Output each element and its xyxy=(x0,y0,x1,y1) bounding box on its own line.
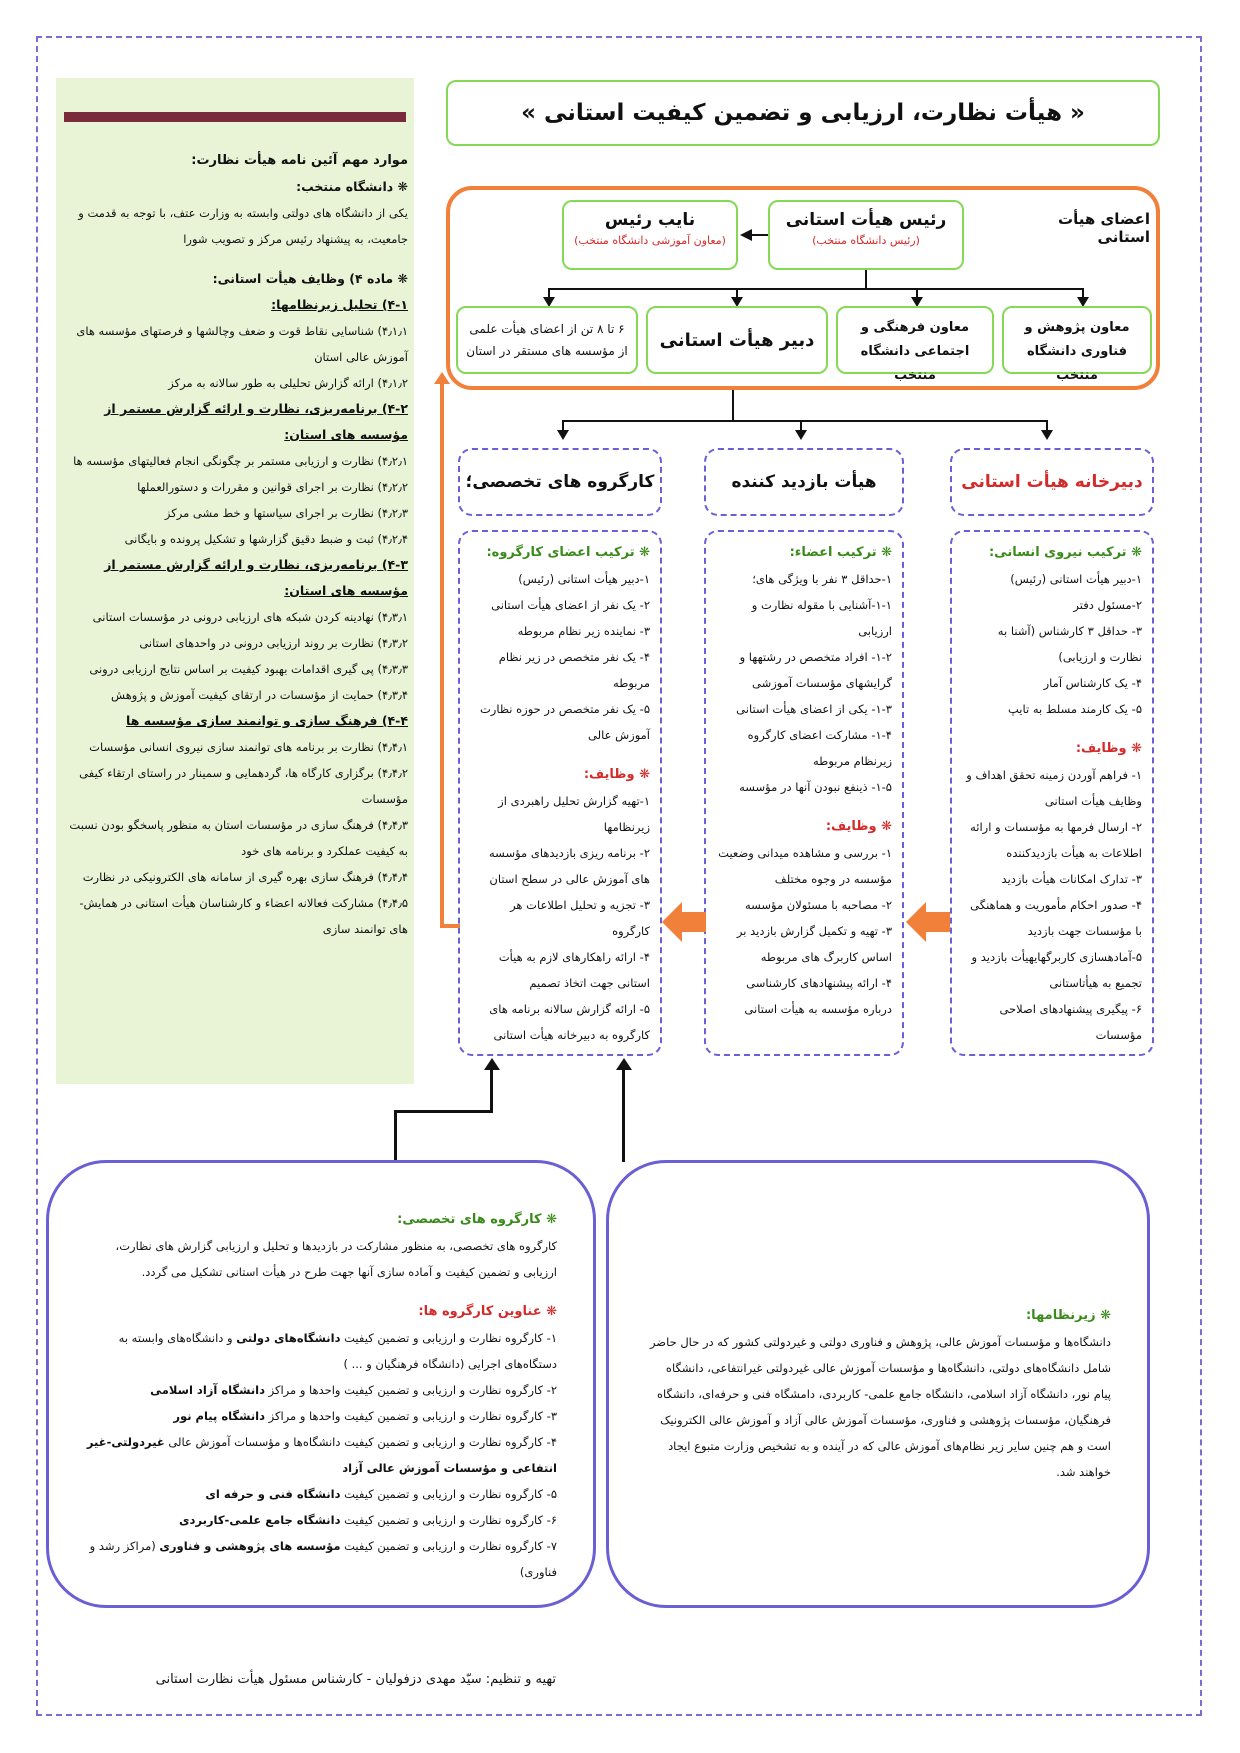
sidebar-sub1-text: یکی از دانشگاه های دولتی وابسته به وزارت عتف، با توجه به قدمت و جامعیت، به پیشنهاد رئیس مرکز و تصویب شورا xyxy=(78,206,408,246)
orange-left-arrow xyxy=(906,900,950,944)
list-item: ۵- یک نفر متخصص در حوزه نظارت آموزش عالی xyxy=(479,702,650,742)
sidebar-sub1: ❋ دانشگاه منتخب: xyxy=(296,179,408,194)
connector xyxy=(752,234,768,236)
list-item xyxy=(85,1325,557,1377)
sidebar-sub2: ❋ ماده ۴) وظایف هیأت استانی: xyxy=(212,271,408,286)
connector xyxy=(732,390,734,420)
list-item: ۴٫۳٫۳) پی گیری اقدامات بهبود کیفیت بر اساس نتایج ارزیابی درونی xyxy=(89,662,408,676)
sidebar-heading: موارد مهم آئین نامه هیأت نظارت: xyxy=(191,153,408,168)
item-text: ۷- کارگروه نظارت و ارزیابی و تضمین کیفیت xyxy=(340,1539,557,1553)
list-item xyxy=(85,1403,557,1429)
subsystems-box xyxy=(606,1160,1150,1608)
working-groups-duties-title: ❋ وظایف: xyxy=(583,767,650,782)
connector xyxy=(548,288,1084,290)
research-deputy-box: معاون پژوهش و فناوری دانشگاه منتخب xyxy=(1002,306,1152,374)
list-item: ۴٫۴٫۲) برگزاری کارگاه ها، گردهمایی و سمینار در راستای ارتقاء کیفی مؤسسات xyxy=(79,766,408,806)
list-item: ۲- برنامه ریزی بازدیدهای مؤسسه های آموزش عالی در سطح استان xyxy=(489,846,650,886)
working-groups-info-box xyxy=(46,1160,596,1608)
inspection-composition-title: ❋ ترکیب اعضاء: xyxy=(789,545,892,560)
item-text: ۶- کارگروه نظارت و ارزیابی و تضمین کیفیت xyxy=(340,1513,557,1527)
working-groups-body xyxy=(458,530,662,1056)
arrow-head xyxy=(795,430,807,440)
list-item: ۱- بررسی و مشاهده میدانی وضعیت مؤسسه در وجوه مختلف xyxy=(718,846,892,886)
connector xyxy=(622,1070,625,1162)
connector xyxy=(865,270,867,288)
arrow-head xyxy=(740,229,752,241)
working-groups-list-title: ❋ عناوین کارگروه ها: xyxy=(418,1304,557,1319)
list-item: ۱-تهیه گزارش تحلیل راهبردی از زیرنظامها xyxy=(498,794,650,834)
list-item: ۴- یک نفر متخصص در زیر نظام مربوطه xyxy=(498,650,650,690)
list-item xyxy=(85,1377,557,1403)
deputy-note: (معاون آموزشی دانشگاه منتخب) xyxy=(574,234,726,247)
item-bold: غیردولتی-غیر انتفاعی و مؤسسات آموزش عالی آزاد xyxy=(86,1435,557,1475)
list-item: ۲-مسئول دفتر xyxy=(1073,598,1142,612)
connector xyxy=(394,1110,493,1113)
members-label: اعضای هیأت استانی xyxy=(1058,210,1150,246)
item-text: ۳- کارگروه نظارت و ارزیابی و تضمین کیفیت واحدها و مراکز xyxy=(264,1409,557,1423)
list-item: ۴٫۲٫۲) نظارت بر اجرای قوانین و مقررات و دستورالعملها xyxy=(137,480,408,494)
list-item: ۱-۲- افراد متخصص در رشتهها و گرایشهای مؤسسات آموزشی xyxy=(739,650,892,690)
arrow-head xyxy=(557,430,569,440)
subsystems-title: ❋ زیرنظامها: xyxy=(1025,1308,1111,1323)
connector xyxy=(562,420,564,430)
list-item: ۱-۴- مشارکت اعضای کارگروه زیرنظام مربوطه xyxy=(747,728,892,768)
list-item: ۱- فراهم آوردن زمینه تحقق اهداف و وظایف هیأت استانی xyxy=(966,768,1142,808)
item-text: ۴- کارگروه نظارت و ارزیابی و تضمین کیفیت دانشگاه‌ها و مؤسسات آموزش عالی xyxy=(164,1435,557,1449)
orange-arrow-head xyxy=(434,372,450,384)
head-note: (رئیس دانشگاه منتخب) xyxy=(812,234,920,247)
connector xyxy=(562,420,1048,422)
list-item: ۱-۳- یکی از اعضای هیأت استانی xyxy=(736,702,892,716)
list-item: ۲- یک نفر از اعضای هیأت استانی xyxy=(491,598,650,612)
connector xyxy=(800,420,802,430)
list-item: ۱-دبیر هیأت استانی (رئیس) xyxy=(518,572,650,586)
arrow-head xyxy=(616,1058,632,1070)
orange-feedback-line xyxy=(440,924,460,928)
sidebar-group-title: ۴-۳) برنامه‌ریزی، نظارت و ارائه گزارش مستمر از مؤسسه های استان: xyxy=(104,557,408,598)
secretariat-header: دبیرخانه هیأت استانی xyxy=(950,448,1154,516)
item-bold: دانشگاه جامع علمی-کاربردی xyxy=(179,1513,341,1527)
list-item xyxy=(85,1533,557,1585)
inspection-duties-title: ❋ وظایف: xyxy=(825,819,892,834)
orange-left-arrow xyxy=(662,900,706,944)
subsystems-text: دانشگاه‌ها و مؤسسات آموزش عالی، پژوهش و فناوری دولتی و غیردولتی کشور که در حال حاضر شامل دانشگاه‌های دولتی، دانشگاه‌ها و مؤسسات آموزش عالی غیردولتی غیرانتفاعی، دانشگاه پیام نور، دانشگاه آزاد اسلامی، دانشگاه جامع علمی- کاربردی، دامشگاه فنی و حرفه‌ای، دانشگاه فرهنگیان، مؤسسات پژوهشی و فناوری، مؤسسات آموزش عالی آزاد و آموزش عالی الکترونیک است و هم چنین سایر زیر نظام‌های آموزش عالی که در آینده و به تشخیص وزارت متبوع ایجاد خواهند شد. xyxy=(649,1335,1111,1479)
sidebar-group-title: ۴-۴) فرهنگ سازی و توانمند سازی مؤسسه ها xyxy=(126,713,408,728)
connector xyxy=(1046,420,1048,430)
working-groups-header: کارگروه های تخصصی؛ xyxy=(458,448,662,516)
item-bold: دانشگاه فنی و حرفه ای xyxy=(205,1487,341,1501)
secretary-box: دبیر هیأت استانی xyxy=(646,306,828,374)
sidebar-group-title: ۴-۲) برنامه‌ریزی، نظارت و ارائه گزارش مستمر از مؤسسه های استان: xyxy=(104,401,408,442)
list-item xyxy=(85,1481,557,1507)
arrow-head xyxy=(484,1058,500,1070)
list-item: ۲- ارسال فرمها به مؤسسات و ارائه اطلاعات به هیأت بازدیدکننده xyxy=(970,820,1142,860)
list-item: ۴- ارائه پیشنهادهای کارشناسی درباره مؤسسه به هیأت استانی xyxy=(744,976,892,1016)
list-item: ۴٫۴٫۵) مشارکت فعالانه اعضاء و کارشناسان هیأت استانی در همایش-های توانمند سازی xyxy=(79,896,408,936)
list-item: ۴٫۴٫۳) فرهنگ سازی در مؤسسات استان به منظور پاسخگو بودن نسبت به کیفیت عملکرد و برنامه های خود xyxy=(69,818,408,858)
list-item: ۴- صدور احکام مأموریت و هماهنگی با مؤسسات جهت بازدید xyxy=(970,898,1142,938)
list-item: ۴٫۳٫۲) نظارت بر روند ارزیابی درونی در واحدهای استانی xyxy=(139,636,408,650)
list-item: ۱-حداقل ۳ نفر با ویژگی های؛ xyxy=(752,572,892,586)
item-bold: مؤسسه های پژوهشی و فناوری xyxy=(159,1539,341,1553)
item-text: ۲- کارگروه نظارت و ارزیابی و تضمین کیفیت واحدها و مراکز xyxy=(264,1383,557,1397)
item-text: و دانشگاه‌های وابسته به دستگاه‌های اجرایی (دانشگاه فرهنگیان و ... ) xyxy=(118,1331,557,1371)
secretariat-duties-title: ❋ وظایف: xyxy=(1075,741,1142,756)
list-item: ۴٫۱٫۲) ارائه گزارش تحلیلی به طور سالانه به مرکز xyxy=(168,376,408,390)
connector xyxy=(490,1070,493,1112)
footer-credit: تهیه و تنظیم: سیّد مهدی دزفولیان - کارشناس مسئول هیأت نظارت استانی xyxy=(155,1672,556,1687)
secretariat-body xyxy=(950,530,1154,1056)
list-item xyxy=(85,1507,557,1533)
sidebar-bar xyxy=(64,112,406,122)
working-groups-composition-title: ❋ ترکیب اعضای کارگروه: xyxy=(486,545,650,560)
page-title-text: « هیأت نظارت، ارزیابی و تضمین کیفیت استانی » xyxy=(521,100,1085,126)
item-bold: دانشگاه پیام نور xyxy=(173,1409,265,1423)
faculty-members-box: ۶ تا ۸ تن از اعضای هیأت علمی از مؤسسه های مستقر در استان xyxy=(456,306,638,374)
list-item: ۴- یک کارشناس آمار xyxy=(1043,676,1142,690)
list-item: ۱-۵- ذینفع نبودن آنها در مؤسسه xyxy=(739,780,892,794)
item-bold: دانشگاه آزاد اسلامی xyxy=(150,1383,265,1397)
list-item: ۴٫۳٫۴) حمایت از مؤسسات در ارتقای کیفیت آموزش و پژوهش xyxy=(111,688,408,702)
inspection-team-header: هیأت بازدید کننده xyxy=(704,448,904,516)
deputy-box xyxy=(562,200,738,270)
deputy-name: نایب رئیس xyxy=(604,210,696,230)
list-item: ۵-آمادهسازی کاربرگهایهیأت بازدید و تجمیع به هیأتاستانی xyxy=(971,950,1142,990)
cultural-deputy-box: معاون فرهنگی و اجتماعی دانشگاه منتخب xyxy=(836,306,994,374)
item-text: ۱- کارگروه نظارت و ارزیابی و تضمین کیفیت xyxy=(340,1331,557,1345)
orange-feedback-line xyxy=(440,380,444,928)
list-item: ۴٫۲٫۴) ثبت و ضبط دقیق گزارشها و تشکیل پرونده و بایگانی xyxy=(124,532,408,546)
list-item: ۴٫۴٫۱) نظارت بر برنامه های توانمند سازی نیروی انسانی مؤسسات xyxy=(89,740,408,754)
list-item: ۴٫۳٫۱) نهادینه کردن شبکه های ارزیابی درونی در مؤسسات استانی xyxy=(92,610,408,624)
list-item: ۱-۱-آشنایی با مقوله نظارت و ارزیابی xyxy=(751,598,892,638)
list-item: ۳- تهیه و تکمیل گزارش بازدید بر اساس کاربرگ های مربوطه xyxy=(736,924,892,964)
list-item: ۳- تجزیه و تحلیل اطلاعات هر کارگروه xyxy=(510,898,650,938)
list-item: ۵- یک کارمند مسلط به تایپ xyxy=(1007,702,1142,716)
working-groups-info-title: ❋ کارگروه های تخصصی: xyxy=(397,1212,557,1227)
list-item: ۴٫۴٫۴) فرهنگ سازی بهره گیری از سامانه های الکترونیکی در نظارت xyxy=(82,870,408,884)
list-item: ۳- تدارک امکانات هیأت بازدید xyxy=(1001,872,1142,886)
list-item: ۲- مصاحبه با مسئولان مؤسسه xyxy=(744,898,892,912)
item-bold: دانشگاه‌های دولتی xyxy=(236,1331,341,1345)
item-text: ۵- کارگروه نظارت و ارزیابی و تضمین کیفیت xyxy=(340,1487,557,1501)
list-item: ۳- حداقل ۳ کارشناس (آشنا به نظارت و ارزیابی) xyxy=(997,624,1142,664)
page-title xyxy=(446,80,1160,146)
head-box xyxy=(768,200,964,270)
working-groups-info-text: کارگروه های تخصصی، به منظور مشارکت در بازدیدها و تحلیل و ارزیابی گزارش های نظارت، ارزیابی و تضمین کیفیت و آماده سازی آنها جهت طرح در هیأت استانی تشکیل می گردد. xyxy=(115,1239,557,1279)
item-text: (مراکز رشد و فناوری) xyxy=(89,1539,557,1579)
list-item: ۶- پیگیری پیشنهادهای اصلاحی مؤسسات xyxy=(999,1002,1142,1042)
sidebar-regulations xyxy=(56,78,414,1084)
list-item: ۵- ارائه گزارش سالانه برنامه های کارگروه به دبیرخانه هیأت استانی xyxy=(489,1002,650,1042)
list-item: ۴٫۲٫۱) نظارت و ارزیابی مستمر بر چگونگی انجام فعالیتهای مؤسسه ها xyxy=(73,454,408,468)
arrow-head xyxy=(1041,430,1053,440)
list-item: ۴٫۱٫۱) شناسایی نقاط قوت و ضعف وچالشها و فرصتهای مؤسسه های آموزش عالی استان xyxy=(76,324,408,364)
secretariat-composition-title: ❋ ترکیب نیروی انسانی: xyxy=(988,545,1142,560)
connector xyxy=(394,1110,397,1162)
sidebar-group-title: ۴-۱) تحلیل زیرنظامها: xyxy=(271,297,408,312)
list-item xyxy=(85,1429,557,1481)
list-item: ۱-دبیر هیأت استانی (رئیس) xyxy=(1010,572,1142,586)
inspection-team-body xyxy=(704,530,904,1056)
list-item: ۴- ارائه راهکارهای لازم به هیأت استانی جهت اتخاذ تصمیم xyxy=(498,950,650,990)
head-name: رئیس هیأت استانی xyxy=(785,210,947,230)
list-item: ۳- نماینده زیر نظام مربوطه xyxy=(517,624,650,638)
list-item: ۴٫۲٫۳) نظارت بر اجرای سیاستها و خط مشی مرکز xyxy=(164,506,408,520)
